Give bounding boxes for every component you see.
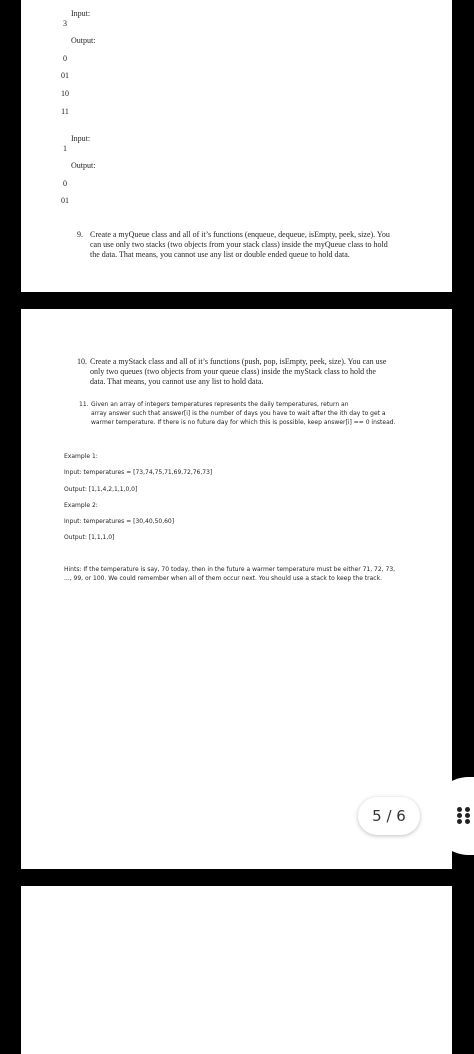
text-line: only two queues (two objects from your queue class) inside the myStack class to hold the (90, 367, 376, 376)
example-1-output: Output: [1,1,4,2,1,1,0,0] (64, 486, 138, 493)
example-2-input: Input: temperatures = [30,40,50,60] (64, 518, 175, 525)
example-2-output: Output: [1,1,1,0] (64, 534, 115, 541)
page-indicator[interactable]: 5 / 6 (358, 797, 420, 835)
question-10-text (90, 357, 440, 387)
input-value: 3 (63, 19, 67, 28)
grid-dots-icon (457, 807, 473, 825)
question-number: 10. (77, 357, 87, 366)
output-value: 0 (63, 54, 67, 63)
text-line: warmer temperature. If there is no future day for which this is possible, keep answer[i] == 0 instead. (91, 419, 396, 426)
example-1-input: Input: temperatures = [73,74,75,71,69,72,76,73] (64, 469, 213, 476)
document-page-top (21, 0, 452, 292)
output-label: Output: (71, 36, 96, 45)
question-number: 11. (79, 401, 89, 408)
text-line: Create a myQueue class and all of it’s functions (enqueue, dequeue, isEmpty, peek, size). You (90, 230, 390, 239)
question-9-text (90, 230, 440, 260)
text-line: array answer such that answer[i] is the number of days you have to wait after the ith day to get a (91, 410, 386, 417)
hint-line: If the temperature is say, 70 today, then in the future a warmer temperature must be either 71, 72, 73, (81, 566, 396, 573)
text-line: can use only two stacks (two objects from your stack class) inside the myQueue class to hold (90, 240, 388, 249)
input-label: Input: (71, 134, 91, 143)
output-label: Output: (71, 161, 96, 170)
document-page-next (21, 886, 452, 1054)
text-line: Given an array of integers temperatures represents the daily temperatures, return an (91, 401, 349, 408)
text-line: the data. That means, you cannot use any list or double ended queue to hold data. (90, 250, 350, 259)
question-11-text (91, 400, 443, 427)
hints-label: Hints: (64, 566, 82, 573)
question-number: 9. (77, 230, 83, 239)
text-line (64, 565, 439, 574)
output-value: 10 (61, 89, 69, 98)
document-page-current (21, 309, 452, 869)
hint-line: ..., 99, or 100. We could remember when all of them occur next. You should use a stack to keep the track. (64, 575, 382, 582)
text-line: Create a myStack class and all of it’s functions (push, pop, isEmpty, peek, size). You can use (90, 357, 387, 366)
output-value: 0 (63, 179, 67, 188)
input-value: 1 (63, 144, 67, 153)
example-1-label: Example 1: (64, 453, 98, 460)
hints-text (64, 565, 439, 583)
example-2-label: Example 2: (64, 502, 98, 509)
output-value: 01 (61, 196, 69, 205)
input-label: Input: (71, 9, 91, 18)
output-value: 11 (61, 107, 69, 116)
text-line: data. That means, you cannot use any list to hold data. (90, 377, 264, 386)
output-value: 01 (61, 71, 69, 80)
